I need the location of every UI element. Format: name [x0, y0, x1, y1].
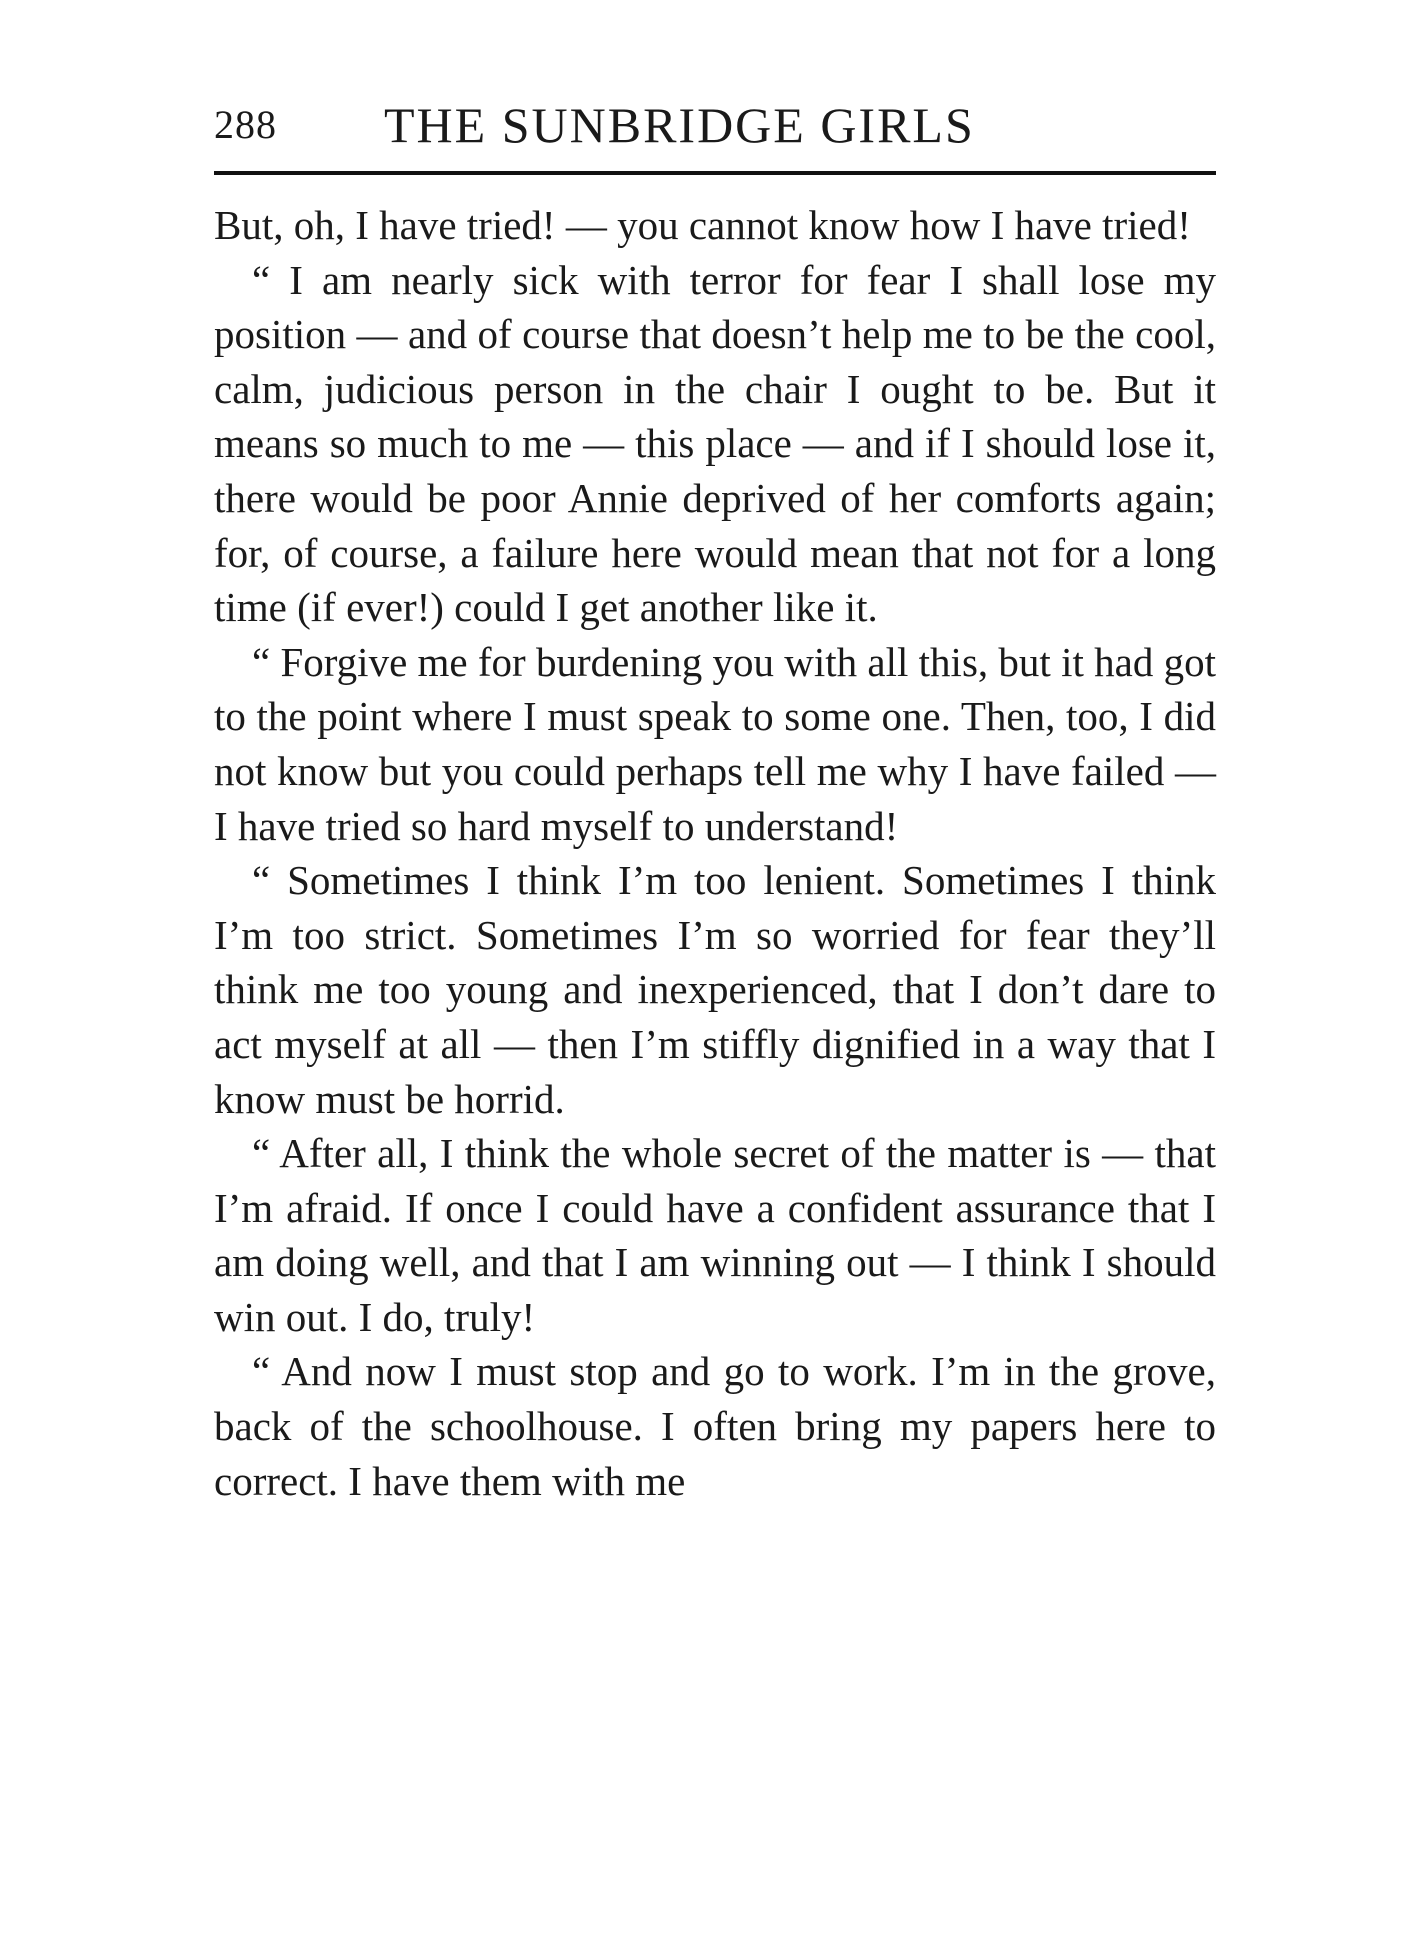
paragraph-6: “ And now I must stop and go to work. I’m in the grove, back of the schoolhouse. I often bring my papers here to correct. I have them with me [214, 1348, 1216, 1504]
paragraph-5: “ After all, I think the whole secret of the matter is — that I’m afraid. If once I could have a confident assurance that I am doing well, and that I am winning out — I think I should win out. I do, truly! [214, 1130, 1216, 1340]
paragraph-2: “ I am nearly sick with terror for fear I shall lose my position — and of course that doesn’t help me to be the cool, calm, judicious person in the chair I ought to be. But it means so much to me — this place — and if I should lose it, there would be poor Annie deprived of her comforts again; for, of course, a failure here would mean that not for a long time (if ever!) could I get another like it. [214, 256, 1216, 631]
header-rule [214, 171, 1216, 175]
body-text [214, 198, 1216, 1508]
paragraph-3: “ Forgive me for burdening you with all this, but it had got to the point where I must speak to some one. Then, too, I did not know but you could perhaps tell me why I have failed — I have tried so hard myself to understand! [214, 638, 1216, 849]
running-head [214, 97, 1216, 170]
paragraph-4: “ Sometimes I think I’m too lenient. Sometimes I think I’m too strict. Sometimes I’m so worried for fear they’ll think me too young and inexperienced, that I don’t dare to act myself at all — then I’m stiffly dignified in a way that I know must be horrid. [214, 857, 1216, 1122]
running-title: THE SUNBRIDGE GIRLS [384, 97, 975, 153]
paragraph-1: But, oh, I have tried! — you cannot know how I have tried! [214, 202, 1191, 248]
page-number: 288 [214, 102, 277, 147]
